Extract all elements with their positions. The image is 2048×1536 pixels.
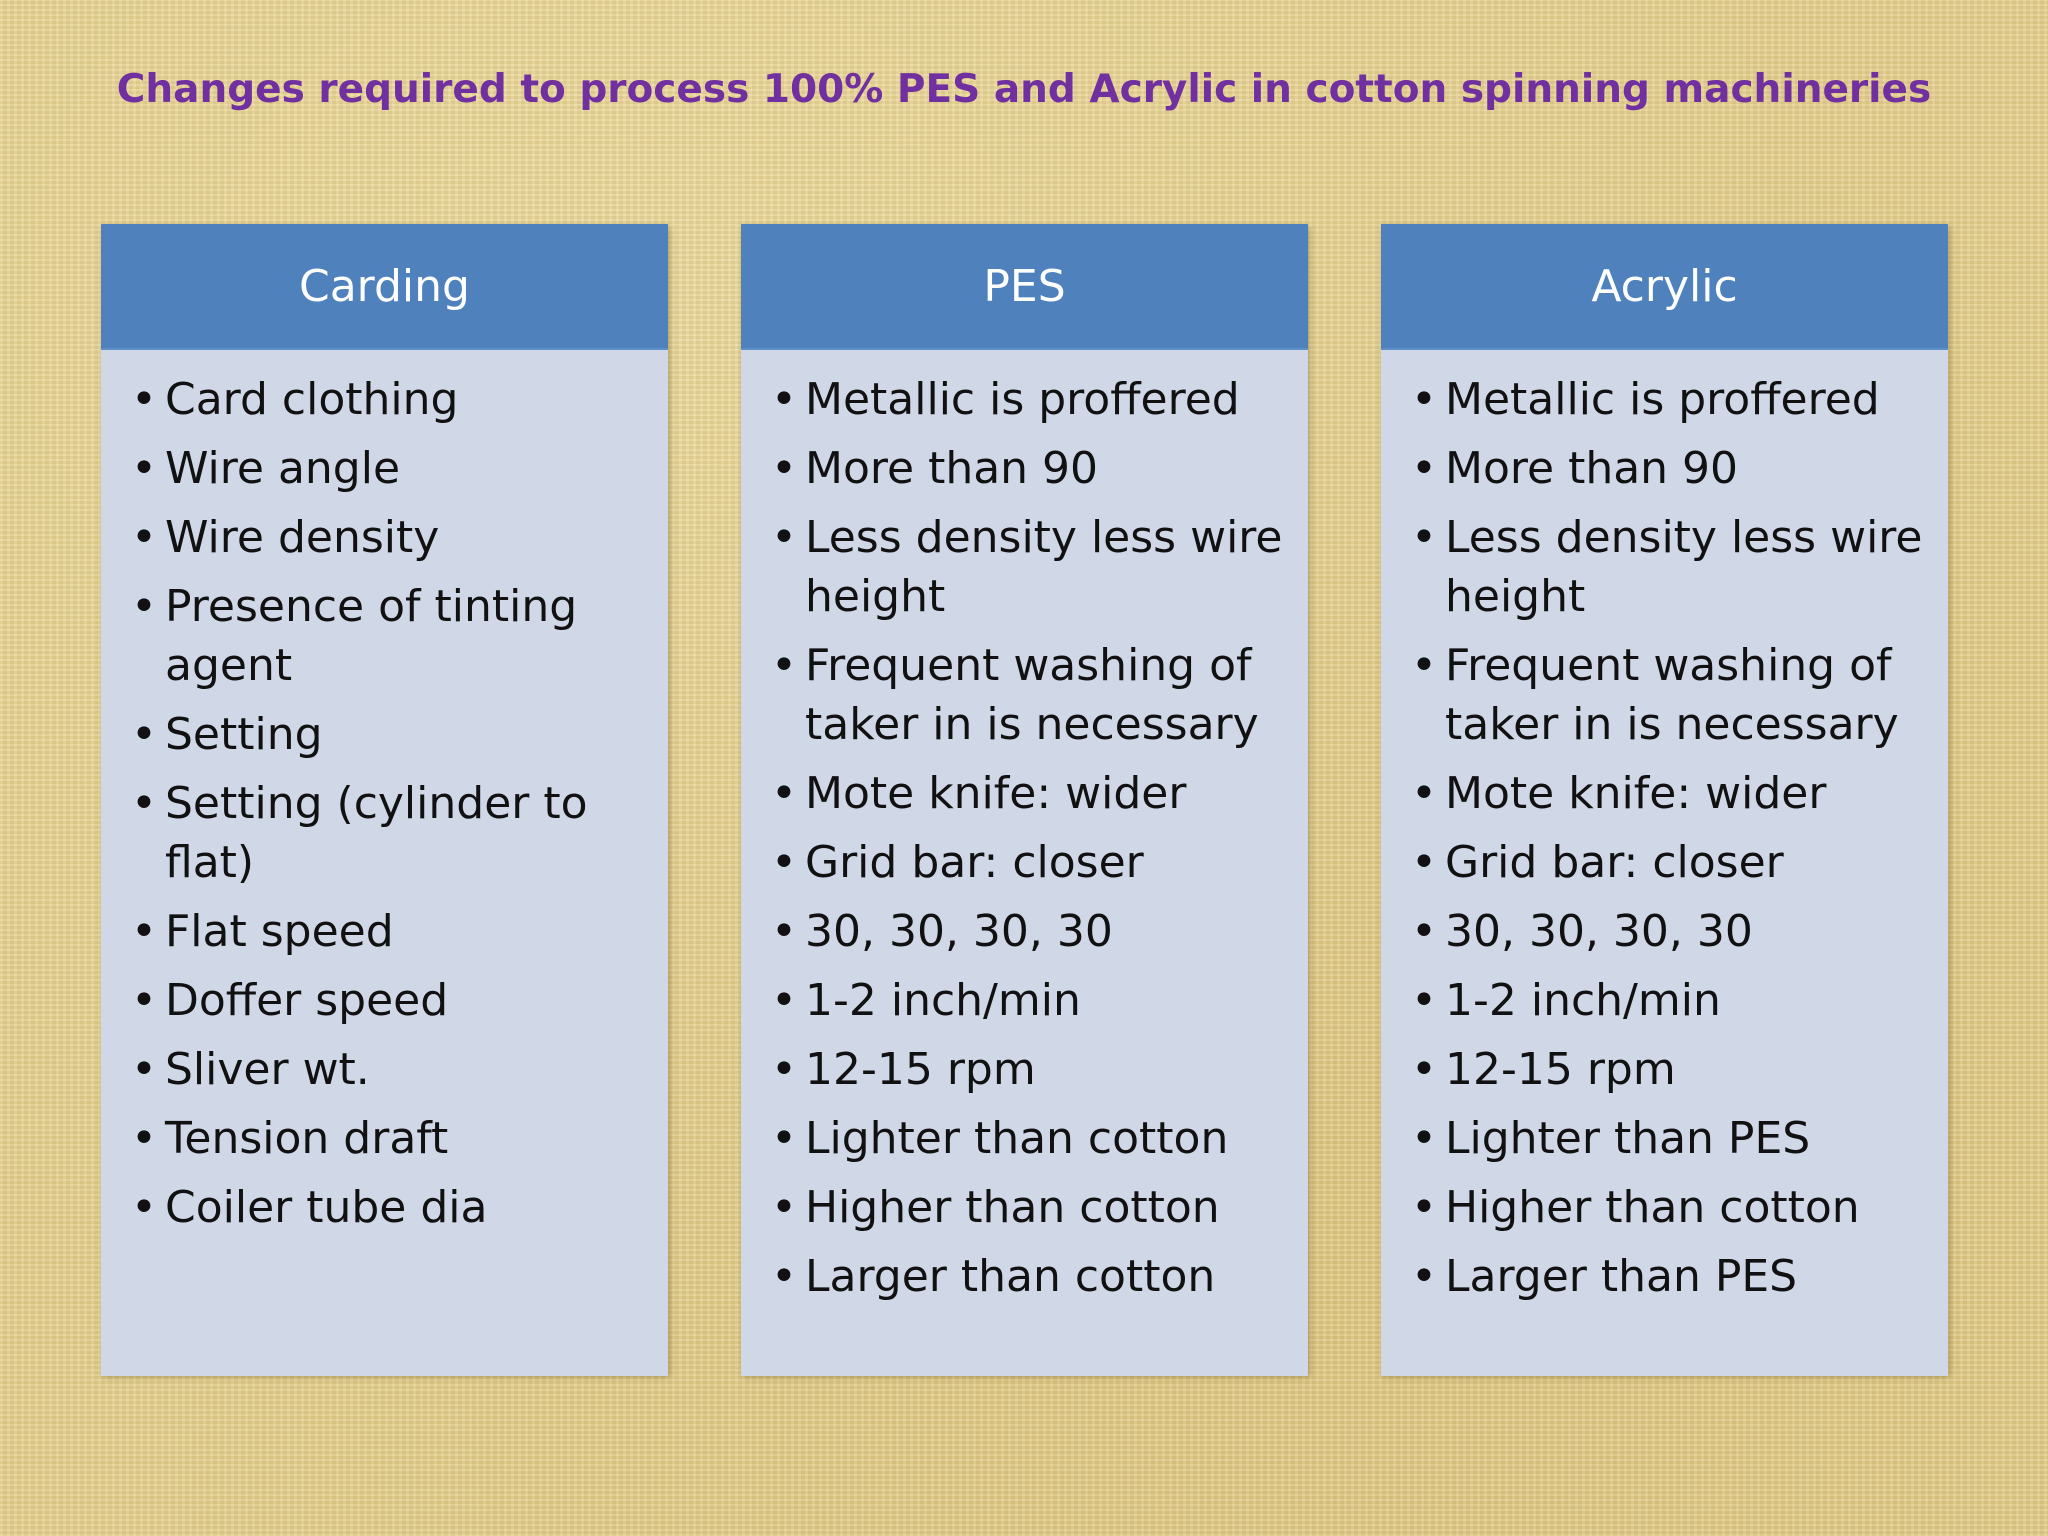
slide-title: Changes required to process 100% PES and Acrylic in cotton spinning machineries (116, 67, 1932, 112)
list-item: • 30, 30, 30, 30 (771, 902, 1284, 961)
list-item: • 12-15 rpm (771, 1040, 1284, 1099)
column-body (101, 350, 668, 1376)
list-item: • More than 90 (771, 439, 1284, 498)
list-item: • Metallic is proffered (1411, 370, 1924, 429)
list-item: • Less density less wire height (771, 508, 1284, 626)
list-item: • Setting (131, 705, 644, 764)
list-item: • 12-15 rpm (1411, 1040, 1924, 1099)
list-item: • Flat speed (131, 902, 644, 961)
list-item: • Lighter than cotton (771, 1109, 1284, 1168)
list-item: • Wire density (131, 508, 644, 567)
list-item: • Less density less wire height (1411, 508, 1924, 626)
bullet-list (1411, 370, 1924, 1306)
list-item: • Frequent washing of taker in is necessary (1411, 636, 1924, 754)
list-item: • 30, 30, 30, 30 (1411, 902, 1924, 961)
list-item: • Grid bar: closer (771, 833, 1284, 892)
list-item: • Metallic is proffered (771, 370, 1284, 429)
list-item: • Frequent washing of taker in is necessary (771, 636, 1284, 754)
list-item: • 1-2 inch/min (771, 971, 1284, 1030)
column-body (1381, 350, 1948, 1376)
list-item: • Mote knife: wider (771, 764, 1284, 823)
list-item: • Higher than cotton (771, 1178, 1284, 1237)
column-body (741, 350, 1308, 1376)
column-carding (101, 224, 668, 1374)
list-item: • Grid bar: closer (1411, 833, 1924, 892)
list-item: • Higher than cotton (1411, 1178, 1924, 1237)
column-acrylic (1381, 224, 1948, 1374)
list-item: • 1-2 inch/min (1411, 971, 1924, 1030)
column-pes (741, 224, 1308, 1374)
list-item: • Wire angle (131, 439, 644, 498)
list-item: • More than 90 (1411, 439, 1924, 498)
list-item: • Coiler tube dia (131, 1178, 644, 1237)
list-item: • Lighter than PES (1411, 1109, 1924, 1168)
column-header: Carding (101, 224, 668, 350)
list-item: • Presence of tinting agent (131, 577, 644, 695)
list-item: • Larger than PES (1411, 1247, 1924, 1306)
column-header: PES (741, 224, 1308, 350)
list-item: • Mote knife: wider (1411, 764, 1924, 823)
list-item: • Tension draft (131, 1109, 644, 1168)
list-item: • Card clothing (131, 370, 644, 429)
bullet-list (131, 370, 644, 1237)
bullet-list (771, 370, 1284, 1306)
list-item: • Doffer speed (131, 971, 644, 1030)
column-header: Acrylic (1381, 224, 1948, 350)
list-item: • Sliver wt. (131, 1040, 644, 1099)
list-item: • Larger than cotton (771, 1247, 1284, 1306)
list-item: • Setting (cylinder to flat) (131, 774, 644, 892)
